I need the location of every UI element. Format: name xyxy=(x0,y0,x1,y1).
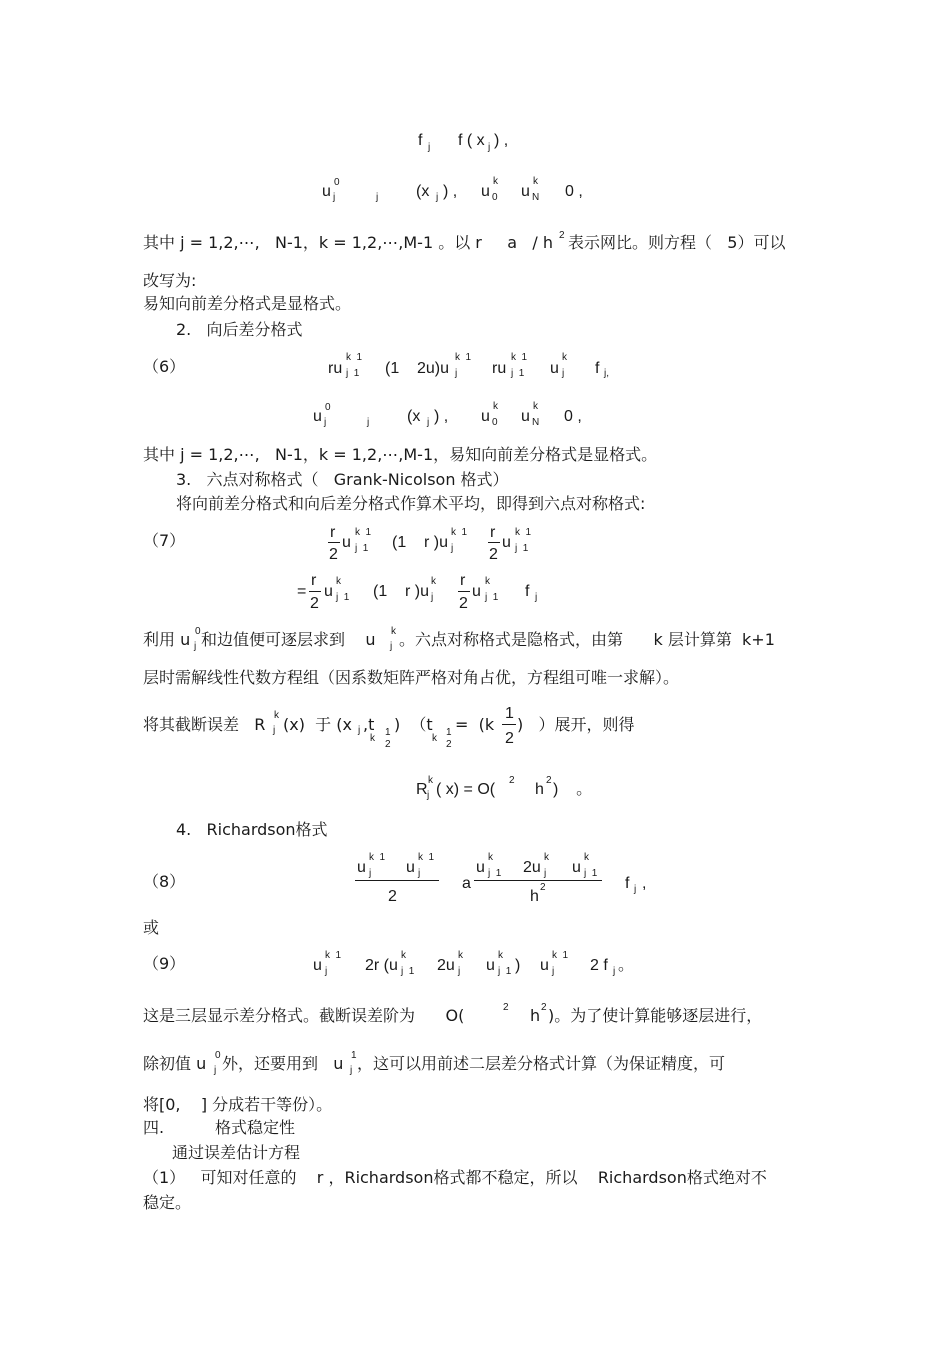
eq-text: u xyxy=(481,408,490,425)
paragraph-text: ，这可以用前述二层差分格式计算（为保证精度，可 xyxy=(357,1054,726,1073)
eq-subscript: j 1 xyxy=(488,868,502,879)
eq-superscript: k 1 xyxy=(511,352,528,363)
eq-subscript: j xyxy=(458,966,461,977)
eq-subscript: j, xyxy=(604,368,609,379)
eq-subscript: j 1 xyxy=(515,543,529,554)
fraction-bar xyxy=(328,542,340,543)
eq-text: ) 。 xyxy=(553,781,593,798)
eq-text: 2r (u xyxy=(365,957,398,974)
eq-text: (1 r )u xyxy=(392,534,449,551)
eq-subscript: j xyxy=(455,368,458,379)
eq-subscript: j xyxy=(376,192,379,203)
eq-superscript: k 1 xyxy=(369,852,386,863)
paragraph-text: 这是三层显示差分格式。截断误差阶为 O( xyxy=(143,1006,465,1025)
paragraph-text: ,t xyxy=(363,715,375,734)
eq-subscript: j 1 xyxy=(584,868,598,879)
eq-subscript: j xyxy=(613,966,616,977)
eq-subscript: j xyxy=(194,641,197,652)
fraction-bar xyxy=(474,880,602,881)
equation-label: （9） xyxy=(143,954,186,973)
eq-subscript: j xyxy=(431,592,434,603)
eq-superscript: k xyxy=(391,626,396,637)
paragraph-average: 将向前差分格式和向后差分格式作算术平均，即得到六点对称格式: xyxy=(176,494,646,513)
eq-text: u xyxy=(550,360,559,377)
eq-subscript: j 1 xyxy=(401,966,415,977)
eq-text: 2u xyxy=(523,859,541,876)
eq-superscript: k xyxy=(562,352,567,363)
eq-text: u xyxy=(313,408,322,425)
eq-subscript: j xyxy=(634,884,637,895)
eq-superscript: k xyxy=(274,710,279,721)
equation-label: （6） xyxy=(143,357,186,376)
eq-subscript: j xyxy=(427,417,430,428)
eq-text: u xyxy=(481,183,490,200)
eq-subscript: N xyxy=(532,417,540,428)
paragraph-text: 利用 u xyxy=(143,630,191,649)
eq-frac-den: 2 xyxy=(329,546,338,563)
paragraph-partition: 将[0, ] 分成若干等份）。 xyxy=(143,1095,333,1114)
eq-subscript: j 1 xyxy=(485,592,499,603)
eq-text: = xyxy=(297,583,307,600)
eq-subscript: j xyxy=(367,417,370,428)
eq-text: (x xyxy=(407,408,421,425)
paragraph-explicit: 易知向前差分格式是显格式。 xyxy=(143,294,352,313)
paragraph-text: = (k xyxy=(455,715,495,734)
paragraph-unstable: （1） 可知对任意的 r ，Richardson格式都不稳定，所以 Richardson格式绝对不 xyxy=(143,1168,767,1187)
eq-text: ) , xyxy=(443,183,458,200)
eq-text: u xyxy=(472,583,481,600)
eq-subscript: j xyxy=(333,192,336,203)
paragraph-text: 表示网比。则方程（ 5）可以 xyxy=(568,233,786,252)
eq-superscript: 0 xyxy=(195,626,201,637)
eq-text: u xyxy=(342,534,351,551)
paragraph-text: 除初值 u xyxy=(143,1054,207,1073)
eq-subscript: 2 xyxy=(385,739,391,750)
eq-superscript: k 1 xyxy=(455,352,472,363)
eq-frac-den: 2 xyxy=(489,546,498,563)
paragraph-or: 或 xyxy=(143,918,160,937)
eq-subscript: j xyxy=(324,417,327,428)
eq-text: f xyxy=(625,875,630,892)
eq-text: ) , xyxy=(434,408,449,425)
eq-text: u xyxy=(324,583,333,600)
eq-superscript: k xyxy=(401,950,406,961)
eq-subscript: k xyxy=(370,733,375,744)
eq-text: 0 , xyxy=(565,183,583,200)
paragraph-text: 和边值便可逐层求到 u xyxy=(201,630,376,649)
paragraph-text: )。为了使计算能够逐层进行， xyxy=(548,1006,763,1025)
eq-subscript: N xyxy=(532,192,540,203)
eq-text: , xyxy=(642,875,647,892)
eq-subscript: j 1 xyxy=(346,368,360,379)
eq-subscript: j xyxy=(427,790,430,801)
eq-superscript: k xyxy=(431,576,436,587)
eq-subscript: j xyxy=(273,725,276,736)
eq-subscript: j xyxy=(390,641,393,652)
eq-subscript: 1 xyxy=(446,727,452,738)
paragraph-text: (x) 于 (x xyxy=(283,715,352,734)
paragraph-text: 将其截断误差 R xyxy=(143,715,266,734)
eq-superscript: 2 xyxy=(546,775,552,786)
eq-subscript: j xyxy=(488,142,491,153)
section-heading-richardson: 4. Richardson格式 xyxy=(176,820,328,839)
equation-label: （7） xyxy=(143,531,186,550)
eq-frac-num: r xyxy=(311,572,317,589)
eq-superscript: 2 xyxy=(509,775,515,786)
eq-superscript: k 1 xyxy=(418,852,435,863)
eq-text: ) , xyxy=(494,132,509,149)
eq-text: u xyxy=(521,408,530,425)
fraction-bar xyxy=(309,591,321,592)
paragraph-rewrite: 改写为: xyxy=(143,271,197,290)
eq-superscript: 1 xyxy=(351,1050,357,1061)
eq-text: u xyxy=(540,957,549,974)
eq-text: u xyxy=(322,183,331,200)
eq-subscript: k xyxy=(432,733,437,744)
eq-subscript: j 1 xyxy=(511,368,525,379)
eq-superscript: k 1 xyxy=(355,527,372,538)
eq-superscript: k xyxy=(485,576,490,587)
eq-text: (x xyxy=(416,183,430,200)
eq-frac-den: 2 xyxy=(505,730,514,747)
eq-subscript: j xyxy=(544,868,547,879)
eq-superscript: 2 xyxy=(540,882,546,893)
eq-superscript: 0 xyxy=(334,177,340,188)
fraction-bar xyxy=(458,591,470,592)
eq-text: (1 r )u xyxy=(373,583,430,600)
paragraph-error-estimate: 通过误差估计方程 xyxy=(172,1143,301,1162)
eq-text: ru xyxy=(328,360,343,377)
eq-text: u xyxy=(476,859,485,876)
eq-text: u xyxy=(572,859,581,876)
eq-subscript: j 1 xyxy=(498,966,512,977)
fraction-bar xyxy=(502,724,516,725)
eq-subscript: j xyxy=(350,1065,353,1076)
eq-frac-den: 2 xyxy=(459,595,468,612)
eq-superscript: k xyxy=(428,775,433,786)
eq-superscript: k 1 xyxy=(552,950,569,961)
eq-superscript: 2 xyxy=(559,230,565,241)
eq-text: f ( x xyxy=(458,132,485,149)
eq-text: f xyxy=(418,132,423,149)
eq-text: f xyxy=(595,360,600,377)
eq-subscript: 0 xyxy=(492,417,498,428)
equation-label: （8） xyxy=(143,872,186,891)
eq-superscript: k xyxy=(493,401,498,412)
eq-subscript: j xyxy=(369,868,372,879)
section-heading-crank-nicolson: 3. 六点对称格式（ Grank-Nicolson 格式） xyxy=(176,470,509,489)
eq-text: u xyxy=(357,859,366,876)
section-heading-stability: 四. 格式稳定性 xyxy=(143,1118,295,1137)
eq-subscript: 1 xyxy=(385,727,391,738)
eq-text: u xyxy=(486,957,495,974)
eq-subscript: j xyxy=(214,1065,217,1076)
eq-subscript: j 1 xyxy=(336,592,350,603)
eq-text: ( x) = O( xyxy=(436,781,496,798)
eq-subscript: j xyxy=(562,368,565,379)
eq-superscript: k xyxy=(493,176,498,187)
eq-frac-den: 2 xyxy=(388,888,397,905)
eq-text: a xyxy=(462,875,471,892)
eq-superscript: 2 xyxy=(503,1002,509,1013)
eq-subscript: j 1 xyxy=(355,543,369,554)
eq-text: h xyxy=(535,781,544,798)
eq-superscript: k xyxy=(498,950,503,961)
paragraph-text: ) （t xyxy=(394,715,433,734)
eq-superscript: 0 xyxy=(325,402,331,413)
eq-superscript: k xyxy=(458,950,463,961)
eq-superscript: k 1 xyxy=(325,950,342,961)
eq-subscript: j xyxy=(428,142,431,153)
eq-subscript: j xyxy=(436,192,439,203)
paragraph-text: ) ）展开，则得 xyxy=(517,715,635,734)
eq-frac-den: h xyxy=(530,888,539,905)
paragraph-unstable-end: 稳定。 xyxy=(143,1193,192,1212)
eq-text: f xyxy=(525,583,530,600)
eq-text: u xyxy=(502,534,511,551)
eq-subscript: j xyxy=(325,966,328,977)
eq-frac-num: r xyxy=(490,524,496,541)
paragraph-text: 外，还要用到 u xyxy=(222,1054,344,1073)
eq-superscript: 2 xyxy=(541,1002,547,1013)
eq-frac-num: r xyxy=(460,572,466,589)
eq-superscript: k xyxy=(533,176,538,187)
eq-superscript: k xyxy=(533,401,538,412)
eq-text: ru xyxy=(492,360,507,377)
eq-text: R xyxy=(416,781,428,798)
eq-superscript: k 1 xyxy=(451,527,468,538)
fraction-bar xyxy=(488,542,500,543)
paragraph-text: 其中 j = 1,2,⋯, N-1，k = 1,2,⋯,M-1 。以 r a / h xyxy=(143,233,553,252)
eq-text: 2u xyxy=(437,957,455,974)
eq-text: 。 xyxy=(618,957,635,974)
eq-superscript: 0 xyxy=(215,1050,221,1061)
eq-superscript: k 1 xyxy=(346,352,363,363)
eq-superscript: k xyxy=(544,852,549,863)
eq-superscript: k xyxy=(488,852,493,863)
eq-subscript: 0 xyxy=(492,192,498,203)
eq-text: u xyxy=(406,859,415,876)
paragraph-indices: 其中 j = 1,2,⋯, N-1，k = 1,2,⋯,M-1，易知向前差分格式是显格式。 xyxy=(143,445,658,464)
eq-text: u xyxy=(521,183,530,200)
eq-superscript: k xyxy=(336,576,341,587)
eq-frac-num: r xyxy=(330,524,336,541)
eq-subscript: j xyxy=(451,543,454,554)
paragraph-linear-system: 层时需解线性代数方程组（因系数矩阵严格对角占优，方程组可唯一求解）。 xyxy=(143,668,680,687)
paragraph-text: 。六点对称格式是隐格式，由第 k 层计算第 k+1 xyxy=(399,630,775,649)
eq-subscript: j xyxy=(535,592,538,603)
fraction-bar xyxy=(355,880,439,881)
eq-subscript: j xyxy=(358,725,361,736)
eq-subscript: j xyxy=(552,966,555,977)
eq-superscript: k 1 xyxy=(515,527,532,538)
eq-superscript: k xyxy=(584,852,589,863)
eq-frac-num: 1 xyxy=(505,705,514,722)
eq-text: 2 f xyxy=(590,957,608,974)
eq-text: u xyxy=(313,957,322,974)
eq-text: 0 , xyxy=(564,408,582,425)
paragraph-text: h xyxy=(530,1006,541,1025)
eq-frac-den: 2 xyxy=(310,595,319,612)
eq-subscript: 2 xyxy=(446,739,452,750)
section-heading-backward: 2. 向后差分格式 xyxy=(176,320,303,339)
eq-text: (1 2u)u xyxy=(385,360,450,377)
eq-subscript: j xyxy=(418,868,421,879)
eq-text: ) xyxy=(515,957,521,974)
